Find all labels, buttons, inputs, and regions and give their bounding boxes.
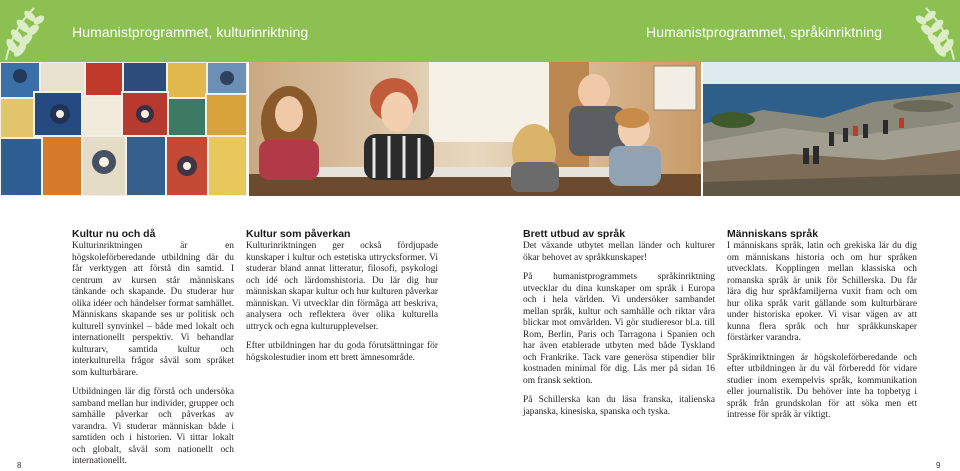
paragraph: Språkinriktningen är högskoleförberedande och efter utbildningen är du väl förberedd för vidare studier inom exempelvis språk, kommunikation eller journalistik. Du behöver inte ha topbetyg i språk från grundskolan för att söka men ett intresse för språk är viktigt. — [727, 352, 917, 420]
laurel-left-icon — [0, 0, 58, 62]
paragraph: Det växande utbytet mellan länder och kulturer ökar behovet av språkkunskaper! — [523, 241, 715, 263]
paragraph: I människans språk, latin och grekiska lär du dig om människans historia och om hur språken utvecklats. Kopplingen mellan klassiska och romanska språk är unik för Schillerska. Du får lära dig hur språkfamiljerna vuxit fram och om hur olika språk varit gällande som kulturbärare under historiska epoker. Vi visar vägen av att kunna flera språk och hur språkkunskaper förstärker varandra. — [727, 241, 917, 343]
laurel-right-icon — [902, 0, 960, 62]
column-kultur-nu-och-da — [72, 228, 234, 468]
mosaic-photo — [0, 62, 247, 196]
header-title-right: Humanistprogrammet, språkinriktning — [646, 24, 883, 40]
paragraph: Kulturinriktningen är en högskoleförberedande utbildning där du får verktygen att förstå din samtid. I centrum av kursen står människans tänkande och skapande. Du studerar hur olika idéer och händelser format samhället. Människans skapande ses ur politisk och kulturell synvinkel – både med lokalt och internationellt perspektiv. Vi behandlar kulturarv, samtida kultur och interkulturella frågor såväl som språket som kulturbärare. — [72, 241, 234, 378]
heading-kultur-som-paverkan: Kultur som påverkan — [246, 228, 351, 240]
heading-kultur-nu-och-da: Kultur nu och då — [72, 228, 156, 240]
column-brett-utbud-av-sprak — [523, 228, 715, 418]
paragraph: På humanistprogrammets språkinriktning utvecklar du dina kunskaper om språk i Europa och i hela världen. Vi undersöker sambandet mellan språk, kultur och samhälle och riktar våra blickar mot omvärlden. Vi gör studieresor bl.a. till Rom, Berlin, Paris och Tarragona i Spanien och har även etablerade utbyten med både Tyskland och Frankrike. Tack vare generösa stipendier blir kostnaden minimal för dig. Läs mer på sidan 16 om fransk sektion. — [523, 272, 715, 386]
paragraph: Kulturinriktningen ger också fördjupade kunskaper i kultur och estetiska uttrycksformer. Vi studerar bland annat litteratur, filosofi, psykologi och idé och lärdomshistoria. Du lär dig hur människan skapar kultur och hur kulturen påverkar människan. Vi utvecklar din förmåga att beskriva, analysera och reflektera över olika kulturella uttryck och egna kulturupplevelser. — [246, 241, 438, 332]
heading-manniskans-sprak: Människans språk — [727, 228, 819, 240]
paragraph: Efter utbildningen har du goda förutsättningar för högskolestudier inom ett brett ämnesområde. — [246, 341, 438, 363]
coast-photo — [703, 62, 960, 196]
header-band — [0, 0, 960, 62]
header-title-left: Humanistprogrammet, kulturinriktning — [72, 24, 309, 40]
column-manniskans-sprak — [727, 228, 917, 422]
heading-brett-utbud-av-sprak: Brett utbud av språk — [523, 228, 626, 240]
paragraph: På Schillerska kan du läsa franska, italienska japanska, kinesiska, spanska och tyska. — [523, 395, 715, 417]
classroom-photo — [249, 62, 701, 196]
column-kultur-som-paverkan — [246, 228, 438, 364]
paragraph: Utbildningen lär dig förstå och undersöka samband mellan hur individer, grupper och samhälle påverkar och påverkas av varandra. Vi studerar människan både i samtiden och i historien. Vi tittar lokalt och globalt, såväl som nationellt och internationellt. — [72, 387, 234, 466]
page-number-right: 9 — [936, 461, 941, 470]
page-number-left: 8 — [17, 461, 22, 470]
